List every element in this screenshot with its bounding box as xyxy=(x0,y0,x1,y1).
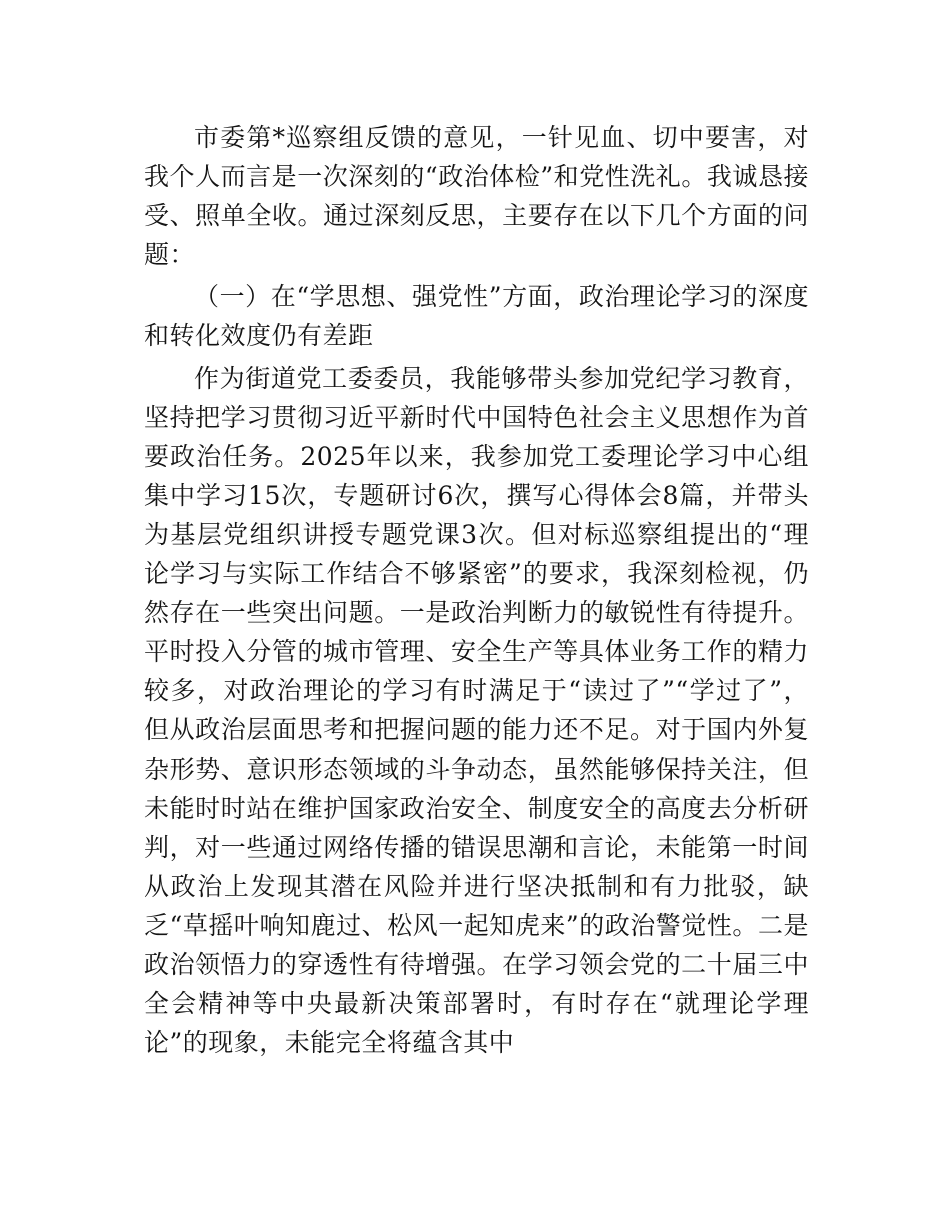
intro-paragraph: 市委第*巡察组反馈的意见，一针见血、切中要害，对我个人而言是一次深刻的“政治体检”和党性洗礼。我诚恳接受、照单全收。通过深刻反思，主要存在以下几个方面的问题： xyxy=(144,123,809,270)
body-paragraph: 作为街道党工委委员，我能够带头参加党纪学习教育，坚持把学习贯彻习近平新时代中国特色社会主义思想作为首要政治任务。2025年以来，我参加党工委理论学习中心组集中学习15次，专题研讨6次，撰写心得体会8篇，并带头为基层党组织讲授专题党课3次。但对标巡察组提出的“理论学习与实际工作结合不够紧密”的要求，我深刻检视，仍然存在一些突出问题。一是政治判断力的敏锐性有待提升。平时投入分管的城市管理、安全生产等具体业务工作的精力较多，对政治理论的学习有时满足于“读过了”“学过了”，但从政治层面思考和把握问题的能力还不足。对于国内外复杂形势、意识形态领域的斗争动态，虽然能够保持关注，但未能时时站在维护国家政治安全、制度安全的高度去分析研判，对一些通过网络传播的错误思潮和言论，未能第一时间从政治上发现其潜在风险并进行坚决抵制和有力批驳，缺乏“草摇叶响知鹿过、松风一起知虎来”的政治警觉性。二是政治领悟力的穿透性有待增强。在学习领会党的二十届三中全会精神等中央最新决策部署时，有时存在“就理论学理论”的现象，未能完全将蕴含其中 xyxy=(144,363,809,1058)
document-body xyxy=(144,118,809,1062)
section-heading: （一）在“学思想、强党性”方面，政治理论学习的深度和转化效度仍有差距 xyxy=(144,282,809,351)
